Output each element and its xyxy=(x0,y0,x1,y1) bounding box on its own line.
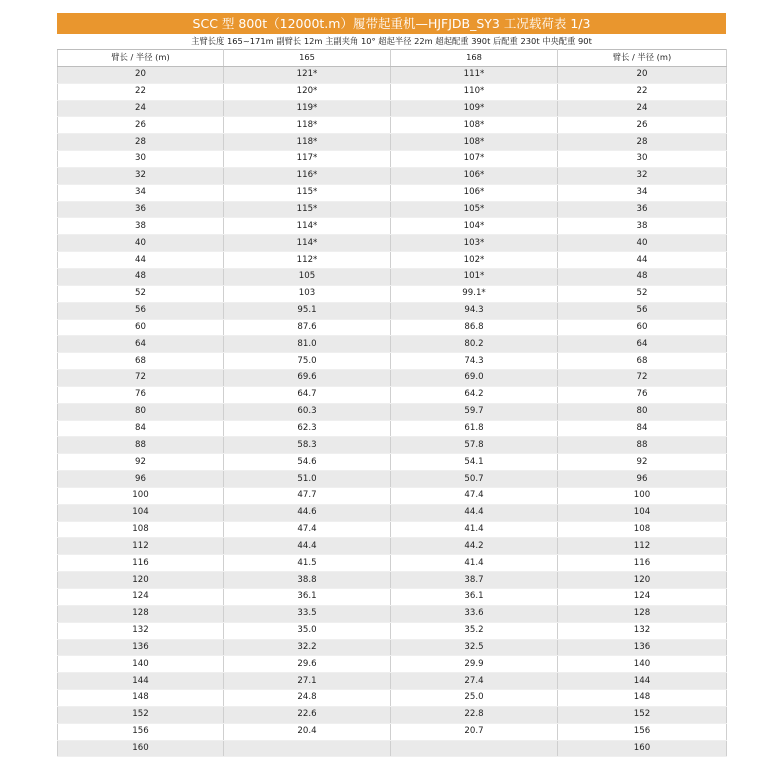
cell-load-165: 38.8 xyxy=(224,572,391,589)
cell-load-165: 95.1 xyxy=(224,302,391,319)
cell-radius-right: 36 xyxy=(558,201,727,218)
cell-load-168: 32.5 xyxy=(391,639,558,656)
cell-load-168 xyxy=(391,740,558,757)
cell-load-168: 74.3 xyxy=(391,353,558,370)
cell-radius-left: 68 xyxy=(58,353,224,370)
cell-radius-left: 24 xyxy=(58,100,224,117)
cell-load-168: 38.7 xyxy=(391,572,558,589)
table-row xyxy=(58,673,727,690)
table-row xyxy=(58,437,727,454)
cell-radius-left: 72 xyxy=(58,370,224,387)
cell-radius-left: 34 xyxy=(58,184,224,201)
cell-radius-left: 132 xyxy=(58,622,224,639)
cell-load-165: 116* xyxy=(224,167,391,184)
cell-radius-right: 60 xyxy=(558,319,727,336)
cell-load-168: 22.8 xyxy=(391,706,558,723)
cell-radius-left: 28 xyxy=(58,134,224,151)
table-row xyxy=(58,706,727,723)
header-cell-boom-168: 168 xyxy=(391,50,558,67)
cell-radius-left: 40 xyxy=(58,235,224,252)
cell-radius-right: 152 xyxy=(558,706,727,723)
cell-radius-right: 24 xyxy=(558,100,727,117)
cell-load-165: 118* xyxy=(224,117,391,134)
table-row xyxy=(58,572,727,589)
cell-radius-right: 100 xyxy=(558,487,727,504)
document-title: SCC 型 800t（12000t.m）履带起重机—HJFJDB_SY3 工况载荷表 1/3 xyxy=(57,13,726,34)
cell-load-165: 60.3 xyxy=(224,403,391,420)
cell-radius-left: 48 xyxy=(58,268,224,285)
cell-load-168: 110* xyxy=(391,83,558,100)
cell-load-165: 103 xyxy=(224,285,391,302)
cell-load-165: 35.0 xyxy=(224,622,391,639)
table-row xyxy=(58,83,727,100)
cell-radius-right: 72 xyxy=(558,370,727,387)
cell-radius-right: 32 xyxy=(558,167,727,184)
cell-radius-right: 84 xyxy=(558,420,727,437)
cell-radius-left: 44 xyxy=(58,252,224,269)
cell-load-168: 108* xyxy=(391,134,558,151)
cell-radius-right: 28 xyxy=(558,134,727,151)
cell-load-165: 41.5 xyxy=(224,555,391,572)
cell-load-165: 47.7 xyxy=(224,487,391,504)
cell-load-168: 41.4 xyxy=(391,521,558,538)
cell-radius-left: 112 xyxy=(58,538,224,555)
cell-load-168: 80.2 xyxy=(391,336,558,353)
cell-radius-left: 80 xyxy=(58,403,224,420)
cell-radius-left: 88 xyxy=(58,437,224,454)
table-row xyxy=(58,268,727,285)
cell-load-165: 47.4 xyxy=(224,521,391,538)
table-row xyxy=(58,151,727,168)
cell-load-168: 101* xyxy=(391,268,558,285)
cell-radius-left: 38 xyxy=(58,218,224,235)
cell-radius-right: 116 xyxy=(558,555,727,572)
table-row xyxy=(58,504,727,521)
table-row xyxy=(58,117,727,134)
cell-radius-right: 160 xyxy=(558,740,727,757)
cell-radius-right: 144 xyxy=(558,673,727,690)
cell-load-168: 59.7 xyxy=(391,403,558,420)
cell-load-165: 87.6 xyxy=(224,319,391,336)
cell-radius-left: 152 xyxy=(58,706,224,723)
table-row xyxy=(58,336,727,353)
table-row xyxy=(58,403,727,420)
cell-load-168: 44.4 xyxy=(391,504,558,521)
cell-load-168: 103* xyxy=(391,235,558,252)
cell-radius-left: 156 xyxy=(58,723,224,740)
cell-load-165: 115* xyxy=(224,201,391,218)
cell-radius-right: 128 xyxy=(558,605,727,622)
table-row xyxy=(58,639,727,656)
table-row xyxy=(58,66,727,83)
cell-load-165: 20.4 xyxy=(224,723,391,740)
table-row xyxy=(58,690,727,707)
cell-radius-left: 22 xyxy=(58,83,224,100)
cell-load-165: 75.0 xyxy=(224,353,391,370)
cell-load-165: 51.0 xyxy=(224,471,391,488)
cell-load-165: 24.8 xyxy=(224,690,391,707)
cell-load-168: 50.7 xyxy=(391,471,558,488)
cell-load-168: 102* xyxy=(391,252,558,269)
cell-load-168: 44.2 xyxy=(391,538,558,555)
table-row xyxy=(58,201,727,218)
header-cell-radius-left: 臂长 / 半径 (m) xyxy=(58,50,224,67)
cell-radius-right: 40 xyxy=(558,235,727,252)
cell-load-168: 104* xyxy=(391,218,558,235)
cell-load-165: 33.5 xyxy=(224,605,391,622)
cell-radius-right: 120 xyxy=(558,572,727,589)
cell-load-165: 118* xyxy=(224,134,391,151)
cell-load-165: 112* xyxy=(224,252,391,269)
cell-radius-right: 132 xyxy=(558,622,727,639)
cell-load-165: 58.3 xyxy=(224,437,391,454)
table-row xyxy=(58,353,727,370)
table-row xyxy=(58,184,727,201)
cell-radius-right: 44 xyxy=(558,252,727,269)
cell-radius-right: 88 xyxy=(558,437,727,454)
cell-load-165: 115* xyxy=(224,184,391,201)
cell-radius-left: 32 xyxy=(58,167,224,184)
cell-load-168: 69.0 xyxy=(391,370,558,387)
cell-radius-left: 26 xyxy=(58,117,224,134)
cell-load-168: 35.2 xyxy=(391,622,558,639)
cell-load-165: 44.4 xyxy=(224,538,391,555)
cell-radius-right: 38 xyxy=(558,218,727,235)
cell-radius-left: 36 xyxy=(58,201,224,218)
cell-radius-right: 80 xyxy=(558,403,727,420)
cell-load-168: 106* xyxy=(391,184,558,201)
cell-load-165: 120* xyxy=(224,83,391,100)
cell-radius-left: 64 xyxy=(58,336,224,353)
table-row xyxy=(58,471,727,488)
header-cell-radius-right: 臂长 / 半径 (m) xyxy=(558,50,727,67)
table-row xyxy=(58,656,727,673)
cell-load-168: 36.1 xyxy=(391,589,558,606)
table-row xyxy=(58,487,727,504)
cell-radius-right: 68 xyxy=(558,353,727,370)
load-chart-sheet xyxy=(57,13,726,757)
cell-radius-left: 52 xyxy=(58,285,224,302)
cell-load-165 xyxy=(224,740,391,757)
table-row xyxy=(58,252,727,269)
cell-radius-right: 48 xyxy=(558,268,727,285)
cell-radius-right: 140 xyxy=(558,656,727,673)
cell-radius-left: 84 xyxy=(58,420,224,437)
cell-radius-right: 92 xyxy=(558,454,727,471)
cell-radius-right: 136 xyxy=(558,639,727,656)
cell-radius-left: 136 xyxy=(58,639,224,656)
table-row xyxy=(58,134,727,151)
cell-load-168: 109* xyxy=(391,100,558,117)
table-row xyxy=(58,740,727,757)
cell-radius-left: 108 xyxy=(58,521,224,538)
cell-radius-left: 20 xyxy=(58,66,224,83)
table-row xyxy=(58,723,727,740)
cell-radius-right: 96 xyxy=(558,471,727,488)
cell-load-168: 20.7 xyxy=(391,723,558,740)
cell-load-165: 114* xyxy=(224,218,391,235)
table-row xyxy=(58,555,727,572)
cell-radius-right: 26 xyxy=(558,117,727,134)
document-subtitle: 主臂长度 165~171m 副臂长 12m 主副夹角 10° 超起半径 22m 超起配重 390t 后配重 230t 中央配重 90t xyxy=(191,36,592,46)
cell-radius-left: 56 xyxy=(58,302,224,319)
cell-load-168: 61.8 xyxy=(391,420,558,437)
cell-load-165: 119* xyxy=(224,100,391,117)
table-row xyxy=(58,218,727,235)
cell-radius-left: 96 xyxy=(58,471,224,488)
load-table xyxy=(57,49,727,757)
cell-radius-right: 108 xyxy=(558,521,727,538)
cell-radius-right: 112 xyxy=(558,538,727,555)
table-header-row xyxy=(58,50,727,67)
table-row xyxy=(58,370,727,387)
cell-load-165: 32.2 xyxy=(224,639,391,656)
cell-radius-left: 120 xyxy=(58,572,224,589)
cell-radius-left: 60 xyxy=(58,319,224,336)
table-row xyxy=(58,235,727,252)
table-row xyxy=(58,100,727,117)
table-row xyxy=(58,420,727,437)
cell-radius-left: 30 xyxy=(58,151,224,168)
cell-load-168: 86.8 xyxy=(391,319,558,336)
cell-radius-left: 160 xyxy=(58,740,224,757)
cell-load-168: 106* xyxy=(391,167,558,184)
cell-radius-left: 100 xyxy=(58,487,224,504)
cell-load-168: 64.2 xyxy=(391,386,558,403)
table-row xyxy=(58,538,727,555)
table-row xyxy=(58,285,727,302)
cell-radius-left: 76 xyxy=(58,386,224,403)
cell-load-165: 62.3 xyxy=(224,420,391,437)
cell-radius-right: 20 xyxy=(558,66,727,83)
table-row xyxy=(58,521,727,538)
cell-radius-right: 56 xyxy=(558,302,727,319)
cell-radius-left: 144 xyxy=(58,673,224,690)
table-row xyxy=(58,605,727,622)
cell-load-165: 44.6 xyxy=(224,504,391,521)
table-row xyxy=(58,589,727,606)
cell-radius-left: 140 xyxy=(58,656,224,673)
table-row xyxy=(58,386,727,403)
cell-radius-right: 52 xyxy=(558,285,727,302)
cell-load-168: 99.1* xyxy=(391,285,558,302)
cell-radius-left: 92 xyxy=(58,454,224,471)
cell-radius-left: 124 xyxy=(58,589,224,606)
cell-load-168: 94.3 xyxy=(391,302,558,319)
table-row xyxy=(58,622,727,639)
cell-load-165: 81.0 xyxy=(224,336,391,353)
cell-load-168: 105* xyxy=(391,201,558,218)
cell-radius-right: 156 xyxy=(558,723,727,740)
cell-radius-left: 104 xyxy=(58,504,224,521)
cell-radius-left: 116 xyxy=(58,555,224,572)
cell-radius-right: 34 xyxy=(558,184,727,201)
cell-radius-right: 148 xyxy=(558,690,727,707)
cell-load-165: 117* xyxy=(224,151,391,168)
cell-load-168: 27.4 xyxy=(391,673,558,690)
cell-radius-left: 148 xyxy=(58,690,224,707)
cell-load-165: 29.6 xyxy=(224,656,391,673)
table-row xyxy=(58,167,727,184)
table-row xyxy=(58,302,727,319)
cell-radius-right: 30 xyxy=(558,151,727,168)
cell-load-168: 33.6 xyxy=(391,605,558,622)
cell-radius-right: 124 xyxy=(558,589,727,606)
cell-load-165: 36.1 xyxy=(224,589,391,606)
cell-load-168: 107* xyxy=(391,151,558,168)
cell-load-168: 29.9 xyxy=(391,656,558,673)
cell-load-165: 121* xyxy=(224,66,391,83)
cell-radius-right: 64 xyxy=(558,336,727,353)
cell-radius-right: 104 xyxy=(558,504,727,521)
cell-load-165: 54.6 xyxy=(224,454,391,471)
cell-load-165: 22.6 xyxy=(224,706,391,723)
cell-load-165: 105 xyxy=(224,268,391,285)
table-row xyxy=(58,454,727,471)
cell-load-165: 69.6 xyxy=(224,370,391,387)
cell-load-168: 111* xyxy=(391,66,558,83)
cell-load-168: 57.8 xyxy=(391,437,558,454)
header-cell-boom-165: 165 xyxy=(224,50,391,67)
cell-radius-left: 128 xyxy=(58,605,224,622)
cell-load-165: 114* xyxy=(224,235,391,252)
cell-radius-right: 76 xyxy=(558,386,727,403)
cell-load-165: 27.1 xyxy=(224,673,391,690)
cell-load-168: 41.4 xyxy=(391,555,558,572)
cell-load-168: 47.4 xyxy=(391,487,558,504)
cell-load-168: 25.0 xyxy=(391,690,558,707)
cell-radius-right: 22 xyxy=(558,83,727,100)
table-row xyxy=(58,319,727,336)
cell-load-168: 54.1 xyxy=(391,454,558,471)
cell-load-165: 64.7 xyxy=(224,386,391,403)
cell-load-168: 108* xyxy=(391,117,558,134)
